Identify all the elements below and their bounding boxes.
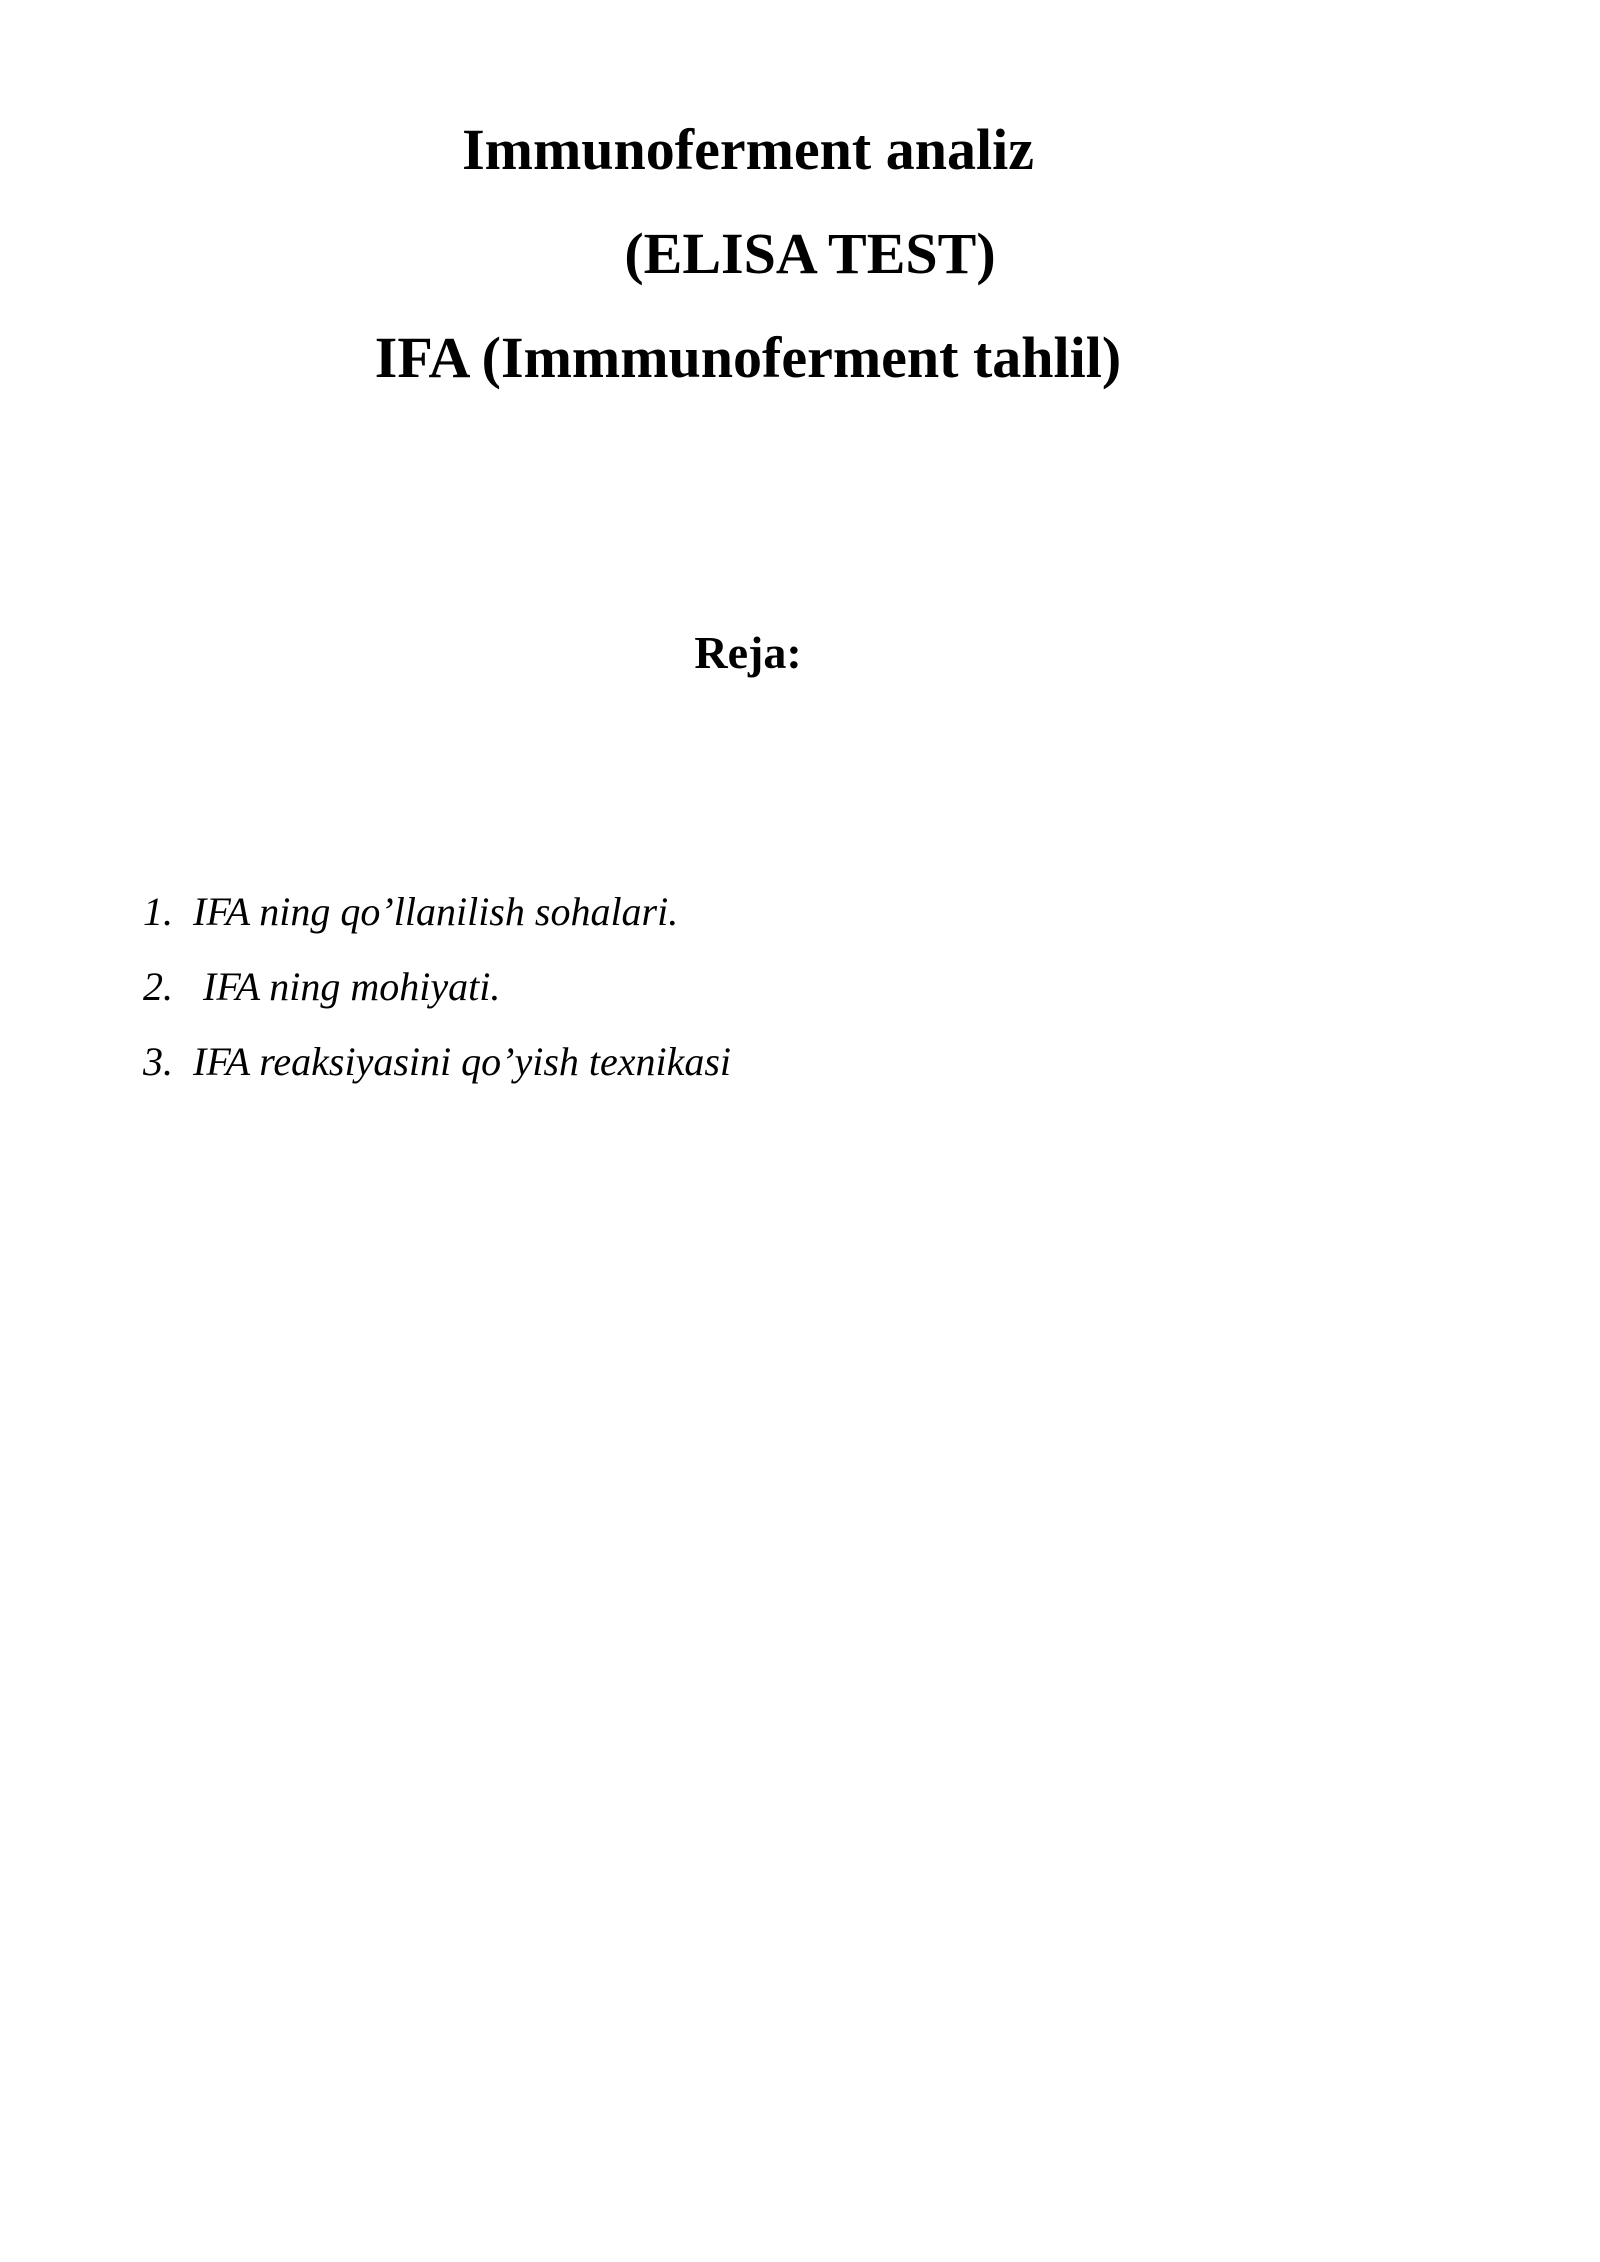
plan-item [143, 1024, 731, 1099]
plan-item-number: 2. [143, 964, 173, 1009]
title-line-1: Immunoferment analiz [462, 117, 1034, 182]
plan-item [143, 949, 731, 1024]
plan-item-text: IFA ning qo’llanilish sohalari. [193, 889, 679, 934]
plan-item [143, 874, 731, 949]
plan-heading: Reja: [694, 627, 802, 678]
title-line-2: (ELISA TEST) [624, 221, 996, 286]
plan-item-text: IFA ning mohiyati. [203, 964, 501, 1009]
plan-list [143, 874, 731, 1099]
plan-item-number: 1. [143, 889, 173, 934]
plan-item-text: IFA reaksiyasini qo’yish texnikasi [193, 1039, 732, 1084]
title-line-3: IFA (Immmunoferment tahlil) [374, 325, 1122, 390]
plan-item-number: 3. [143, 1039, 173, 1084]
